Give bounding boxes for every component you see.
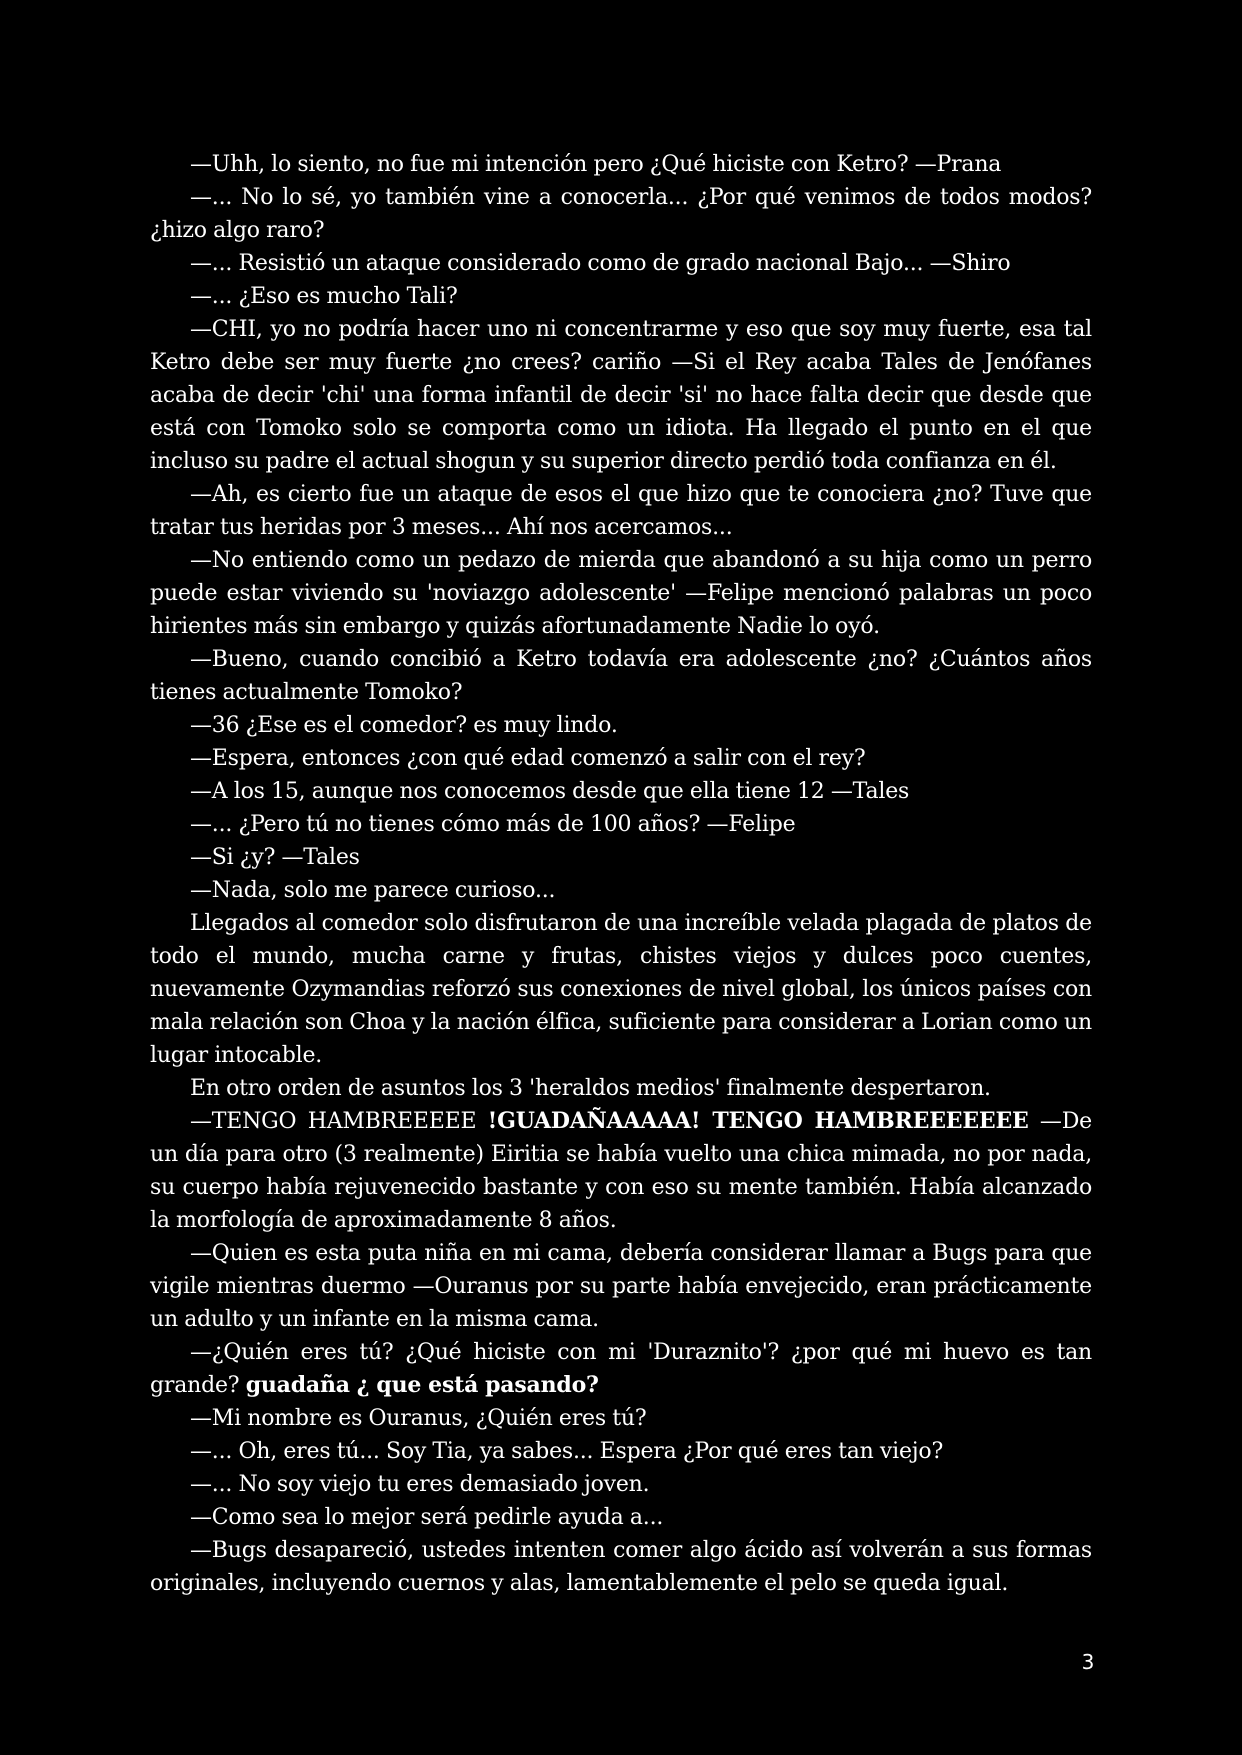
paragraph-20: —Mi nombre es Ouranus, ¿Quién eres tú? <box>190 1406 647 1431</box>
paragraph-16: En otro orden de asuntos los 3 'heraldos medios' finalmente despertaron. <box>190 1076 991 1101</box>
paragraph-19 <box>150 1336 1092 1402</box>
paragraph-5: —CHI, yo no podría hacer uno ni concentrarme y eso que soy muy fuerte, esa tal Ketro debe ser muy fuerte ¿no crees? cariño —Si el Rey acaba Tales de Jenófanes acaba de decir 'chi' una forma infantil de decir 'si' no hace falta decir que desde que está con Tomoko solo se comporta como un idiota. Ha llegado el punto en el que incluso su padre el actual shogun y su superior directo perdió toda confianza en él. <box>150 317 1092 474</box>
paragraph-12: —... ¿Pero tú no tienes cómo más de 100 años? —Felipe <box>190 812 796 837</box>
paragraph-23: —Como sea lo mejor será pedirle ayuda a... <box>190 1505 664 1530</box>
paragraph-2: —... No lo sé, yo también vine a conocerla... ¿Por qué venimos de todos modos? ¿hizo algo raro? <box>150 185 1092 243</box>
page-number: 3 <box>1081 1650 1095 1674</box>
paragraph-10: —Espera, entonces ¿con qué edad comenzó a salir con el rey? <box>190 746 866 771</box>
paragraph-17-bold: !GUADAÑAAAAA! TENGO HAMBREEEEEEE <box>487 1108 1029 1134</box>
paragraph-17-start: —TENGO HAMBREEEEE <box>190 1109 488 1134</box>
paragraph-21: —... Oh, eres tú... Soy Tia, ya sabes... Espera ¿Por qué eres tan viejo? <box>190 1439 944 1464</box>
paragraph-11: —A los 15, aunque nos conocemos desde que ella tiene 12 —Tales <box>190 779 910 804</box>
paragraph-17 <box>150 1105 1092 1237</box>
paragraph-24: —Bugs desapareció, ustedes intenten comer algo ácido así volverán a sus formas originales, incluyendo cuernos y alas, lamentablemente el pelo se queda igual. <box>150 1538 1092 1596</box>
paragraph-19-start: —¿Quién eres tú? ¿Qué hiciste con mi 'Duraznito'? ¿por qué mi huevo es tan grande? <box>150 1340 1092 1398</box>
text-body <box>150 148 1092 1600</box>
paragraph-14: —Nada, solo me parece curioso... <box>190 878 556 903</box>
paragraph-6: —Ah, es cierto fue un ataque de esos el que hizo que te conociera ¿no? Tuve que tratar tus heridas por 3 meses... Ahí nos acercamos... <box>150 482 1092 540</box>
paragraph-22: —... No soy viejo tu eres demasiado joven. <box>190 1472 650 1497</box>
paragraph-1: —Uhh, lo siento, no fue mi intención pero ¿Qué hiciste con Ketro? —Prana <box>190 152 1002 177</box>
paragraph-3: —... Resistió un ataque considerado como de grado nacional Bajo... —Shiro <box>190 251 1011 276</box>
paragraph-15: Llegados al comedor solo disfrutaron de una increíble velada plagada de platos de todo el mundo, mucha carne y frutas, chistes viejos y dulces poco cuentes, nuevamente Ozymandias reforzó sus conexiones de nivel global, los únicos países con mala relación son Choa y la nación élfica, suficiente para considerar a Lorian como un lugar intocable. <box>150 911 1092 1068</box>
paragraph-13: —Si ¿y? —Tales <box>190 845 360 870</box>
paragraph-8: —Bueno, cuando concibió a Ketro todavía era adolescente ¿no? ¿Cuántos años tienes actualmente Tomoko? <box>150 647 1092 705</box>
paragraph-9: —36 ¿Ese es el comedor? es muy lindo. <box>190 713 618 738</box>
paragraph-18: —Quien es esta puta niña en mi cama, debería considerar llamar a Bugs para que vigile mientras duermo —Ouranus por su parte había envejecido, eran prácticamente un adulto y un infante en la misma cama. <box>150 1241 1092 1332</box>
paragraph-7: —No entiendo como un pedazo de mierda que abandonó a su hija como un perro puede estar viviendo su 'noviazgo adolescente' —Felipe mencionó palabras un poco hirientes más sin embargo y quizás afortunadamente Nadie lo oyó. <box>150 548 1092 639</box>
paragraph-19-bold: guadaña ¿ que está pasando? <box>245 1372 599 1398</box>
paragraph-4: —... ¿Eso es mucho Tali? <box>190 284 458 309</box>
paragraph-17-end: —De un día para otro (3 realmente) Eiritia se había vuelto una chica mimada, no por nada, su cuerpo había rejuvenecido bastante y con eso su mente también. Había alcanzado la morfología de aproximadamente 8 años. <box>150 1109 1092 1233</box>
